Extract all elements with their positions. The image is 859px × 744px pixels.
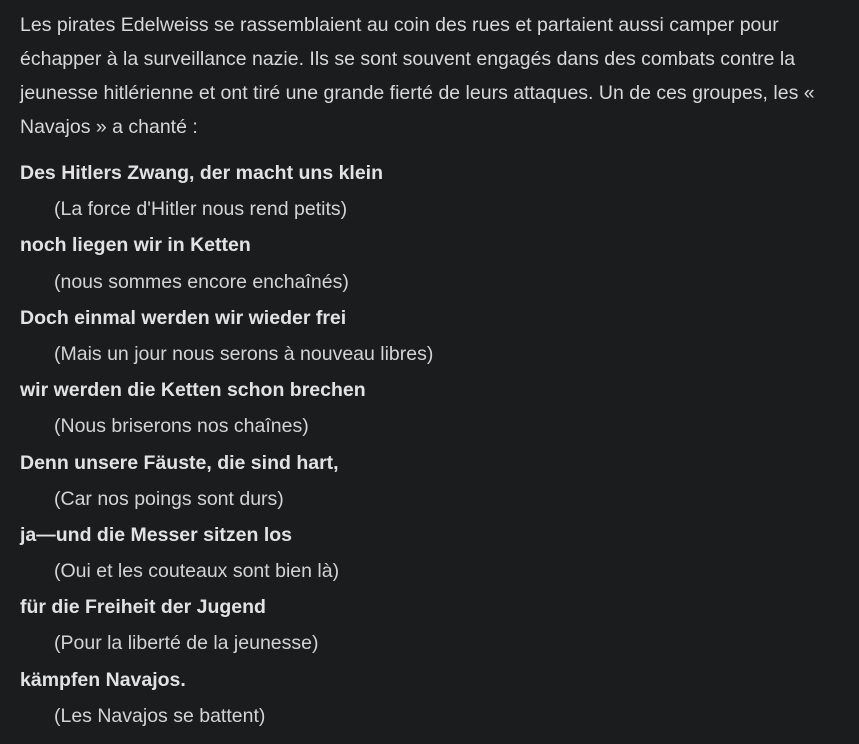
lyric-line-german: Denn unsere Fäuste, die sind hart, xyxy=(20,451,339,474)
intro-paragraph: Les pirates Edelweiss se rassemblaient au coin des rues et partaient aussi camper pour échapper à la surveillance nazie. Ils se sont souvent engagés dans des combats contre la jeunesse hitlérienne et ont tiré une grande fierté de leurs attaques. Un de ces groupes, les « Navajos » a chanté : xyxy=(20,14,815,138)
lyric-line-translation: (Pour la liberté de la jeunesse) xyxy=(54,632,319,655)
lyric-line-translation: (Les Navajos se battent) xyxy=(54,704,266,727)
lyric-line-german: wir werden die Ketten schon brechen xyxy=(20,379,366,402)
lyric-line-german: ja—und die Messer sitzen los xyxy=(20,523,292,546)
article-content xyxy=(20,8,850,734)
lyric-line-translation: (Car nos poings sont durs) xyxy=(54,487,284,510)
lyric-line-translation: (La force d'Hitler nous rend petits) xyxy=(54,198,348,221)
song-lyrics xyxy=(20,155,850,734)
lyric-line-german: für die Freiheit der Jugend xyxy=(20,596,266,619)
lyric-line-translation: (Oui et les couteaux sont bien là) xyxy=(54,560,340,583)
lyric-line-translation: (Nous briserons nos chaînes) xyxy=(54,415,309,438)
lyric-line-translation: (Mais un jour nous serons à nouveau libres) xyxy=(54,342,434,365)
lyric-line-translation: (nous sommes encore enchaînés) xyxy=(54,270,349,293)
lyric-line-german: Doch einmal werden wir wieder frei xyxy=(20,306,347,329)
lyric-line-german: noch liegen wir in Ketten xyxy=(20,234,251,257)
lyric-line-german: kämpfen Navajos. xyxy=(20,668,186,691)
lyric-line-german: Des Hitlers Zwang, der macht uns klein xyxy=(20,162,384,184)
